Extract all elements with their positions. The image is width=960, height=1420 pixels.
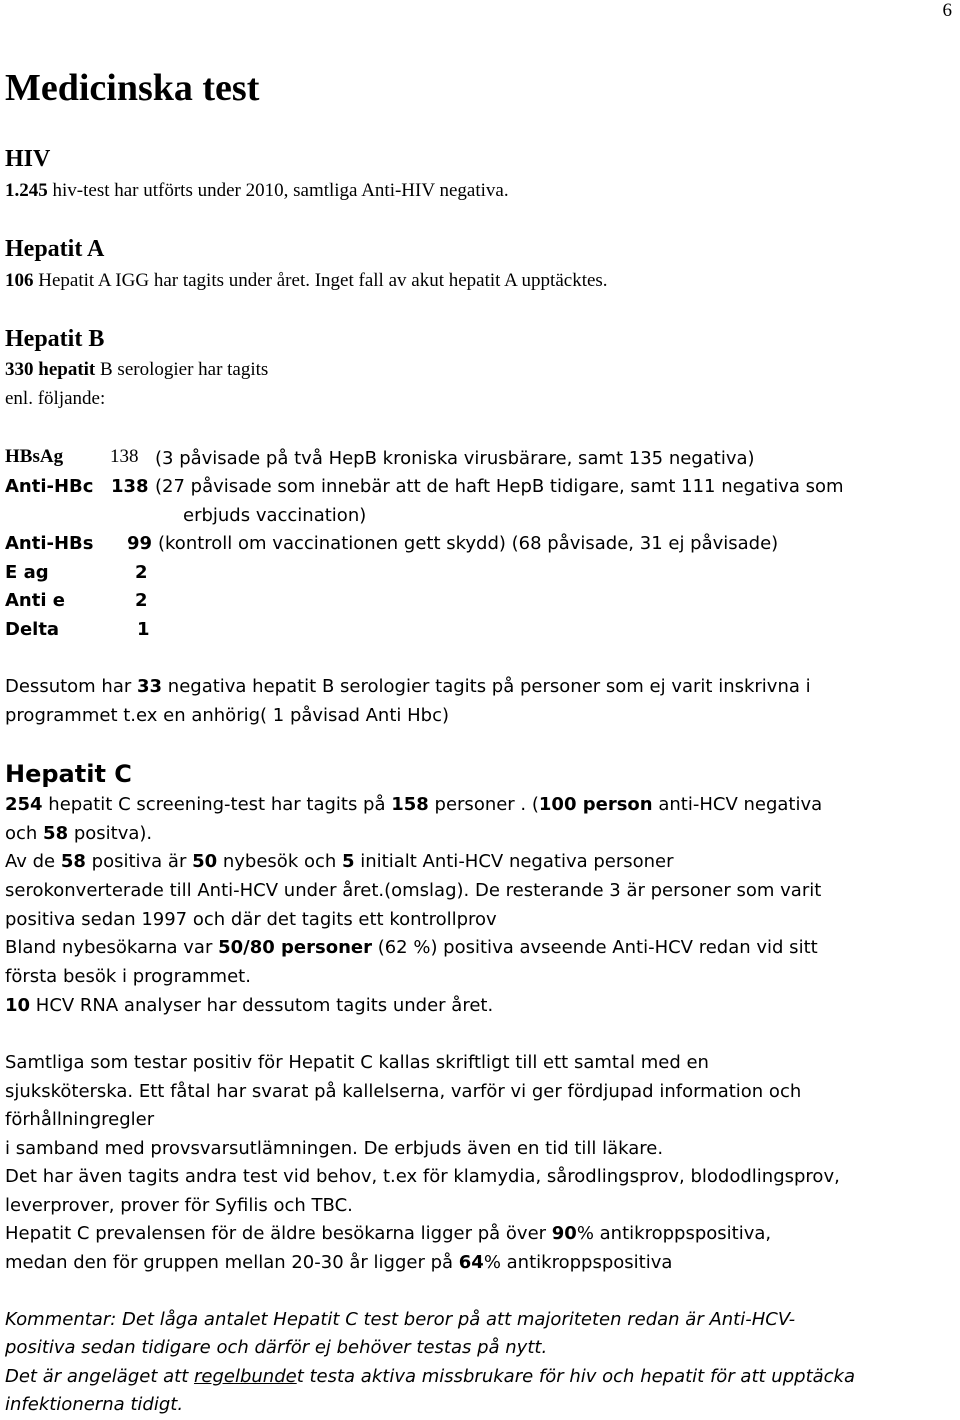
anti-hbc-note: (27 påvisade som innebär att de haft HepB tidigare, samt 111 negativa som — [155, 476, 844, 497]
hep-c-positive-count: 58 — [43, 823, 69, 844]
anti-hbc-note-cont: erbjuds vaccination) — [183, 505, 367, 526]
hep-c-p6-text-2: (62 %) positiva avseende Anti-HCV redan vid sitt — [371, 937, 818, 958]
hep-c-q7 — [5, 1223, 771, 1244]
hep-c-q7-text-2: % antikroppspositiva, — [576, 1223, 772, 1244]
hep-c-p2-text: och — [5, 823, 44, 844]
hep-c-p3-text-2: positiva är — [85, 851, 193, 872]
hep-c-p6-bold: 50/80 personer — [218, 937, 372, 958]
hep-c-p2 — [5, 823, 152, 844]
anti-e-label: Anti e — [5, 590, 65, 611]
hep-c-p2-text-2: positva). — [68, 823, 153, 844]
hiv-text: hiv-test har utförts under 2010, samtliga Anti-HIV negativa. — [47, 180, 509, 201]
comment-2: positiva sedan tidigare och därför ej behöver testas på nytt. — [5, 1337, 548, 1358]
hep-b-extra-text-2: negativa hepatit B serologier tagits på personer som ej varit inskrivna i — [162, 676, 811, 697]
comment-1: Kommentar: Det låga antalet Hepatit C test beror på att majoriteten redan är Anti-HCV- — [5, 1309, 796, 1330]
hep-c-p1 — [5, 794, 822, 815]
hep-c-negative-count: 100 person — [538, 794, 653, 815]
hep-b-intro-2: enl. följande: — [5, 388, 106, 409]
hep-c-p8 — [5, 995, 493, 1016]
e-ag-count: 2 — [135, 562, 148, 583]
hep-c-p3-text-3: nybesök och — [217, 851, 342, 872]
hep-c-p1-text-3: anti-HCV negativa — [652, 794, 823, 815]
hep-b-extra-2: programmet t.ex en anhörig( 1 påvisad Anti Hbc) — [5, 705, 449, 726]
hep-c-p6 — [5, 937, 818, 958]
hep-c-tests: 254 — [5, 794, 43, 815]
hep-c-p1-text: hepatit C screening-test har tagits på — [42, 794, 392, 815]
hep-c-q6: leverprover, prover för Syfilis och TBC. — [5, 1195, 353, 1216]
anti-hbs-count: 99 — [127, 533, 153, 554]
hep-b-intro-text: B serologier har tagits — [95, 359, 269, 380]
anti-hbs-label: Anti-HBs — [5, 533, 94, 554]
anti-e-count: 2 — [135, 590, 148, 611]
hep-c-rna-count: 10 — [5, 995, 31, 1016]
hep-c-p4: serokonverterade till Anti-HCV under året.(omslag). De resterande 3 är personer som varit — [5, 880, 822, 901]
hep-c-p5: positiva sedan 1997 och där det tagits ett kontrollprov — [5, 909, 497, 930]
comment-3 — [5, 1366, 855, 1387]
hep-b-heading: Hepatit B — [5, 326, 105, 352]
hep-c-q7-percent: 90 — [551, 1223, 577, 1244]
hep-b-count: 330 hepatit — [5, 359, 96, 380]
page-title: Medicinska test — [5, 67, 260, 109]
hep-c-q2: sjuksköterska. Ett fåtal har svarat på kallelserna, varför vi ger fördjupad information och — [5, 1081, 802, 1102]
hiv-count: 1.245 — [5, 180, 48, 201]
hep-c-p3-num-3: 5 — [342, 851, 355, 872]
hep-c-p3-text: Av de — [5, 851, 61, 872]
hep-a-line — [5, 270, 608, 292]
anti-hbc-label: Anti-HBc — [5, 476, 94, 497]
page-number: 6 — [942, 0, 952, 21]
comment-3-underlined: regelbunde — [193, 1366, 297, 1387]
hep-c-q8-text: medan den för gruppen mellan 20-30 år ligger på — [5, 1252, 459, 1273]
hep-c-p1-text-2: personer . ( — [428, 794, 539, 815]
hep-c-p6-text: Bland nybesökarna var — [5, 937, 219, 958]
hep-c-p3 — [5, 851, 674, 872]
hep-b-intro-1 — [5, 359, 268, 381]
hep-c-q8 — [5, 1252, 672, 1273]
hiv-line — [5, 180, 509, 202]
comment-4: infektionerna tidigt. — [5, 1394, 184, 1415]
hep-c-p3-text-4: initialt Anti-HCV negativa personer — [354, 851, 674, 872]
hep-a-text: Hepatit A IGG har tagits under året. Inget fall av akut hepatit A upptäcktes. — [33, 270, 608, 291]
comment-3-text-2: t testa aktiva missbrukare för hiv och hepatit för att upptäcka — [296, 1366, 856, 1387]
delta-count: 1 — [137, 619, 150, 640]
hbsag-count: 138 — [110, 446, 139, 467]
hep-a-heading: Hepatit A — [5, 236, 105, 262]
hep-c-p8-text: HCV RNA analyser har dessutom tagits under året. — [30, 995, 494, 1016]
anti-hbc-count: 138 — [111, 476, 149, 497]
hep-c-heading: Hepatit C — [5, 760, 132, 788]
hep-c-persons: 158 — [391, 794, 429, 815]
hep-a-count: 106 — [5, 270, 34, 291]
hbsag-label: HBsAg — [5, 446, 64, 467]
hep-c-q8-percent: 64 — [458, 1252, 484, 1273]
anti-hbs-note: (kontroll om vaccinationen gett skydd) (68 påvisade, 31 ej påvisade) — [158, 533, 779, 554]
hep-c-q5: Det har även tagits andra test vid behov, t.ex för klamydia, sårodlingsprov, blododlingsprov, — [5, 1166, 840, 1187]
delta-label: Delta — [5, 619, 60, 640]
hiv-heading: HIV — [5, 146, 51, 172]
hbsag-note: (3 påvisade på två HepB kroniska virusbärare, samt 135 negativa) — [155, 448, 755, 469]
hep-b-extra-text: Dessutom har — [5, 676, 137, 697]
hep-c-q8-text-2: % antikroppspositiva — [483, 1252, 673, 1273]
hep-c-q3: förhållningregler — [5, 1109, 155, 1130]
hep-c-p3-num-1: 58 — [60, 851, 86, 872]
hep-c-q4: i samband med provsvarsutlämningen. De erbjuds även en tid till läkare. — [5, 1138, 664, 1159]
e-ag-label: E ag — [5, 562, 49, 583]
hep-b-extra-1 — [5, 676, 811, 697]
comment-3-text: Det är angeläget att — [5, 1366, 194, 1387]
hep-c-q1: Samtliga som testar positiv för Hepatit C kallas skriftligt till ett samtal med en — [5, 1052, 709, 1073]
hep-b-extra-count: 33 — [137, 676, 163, 697]
hep-c-q7-text: Hepatit C prevalensen för de äldre besökarna ligger på över — [5, 1223, 552, 1244]
hep-c-p7: första besök i programmet. — [5, 966, 251, 987]
hep-c-p3-num-2: 50 — [192, 851, 218, 872]
